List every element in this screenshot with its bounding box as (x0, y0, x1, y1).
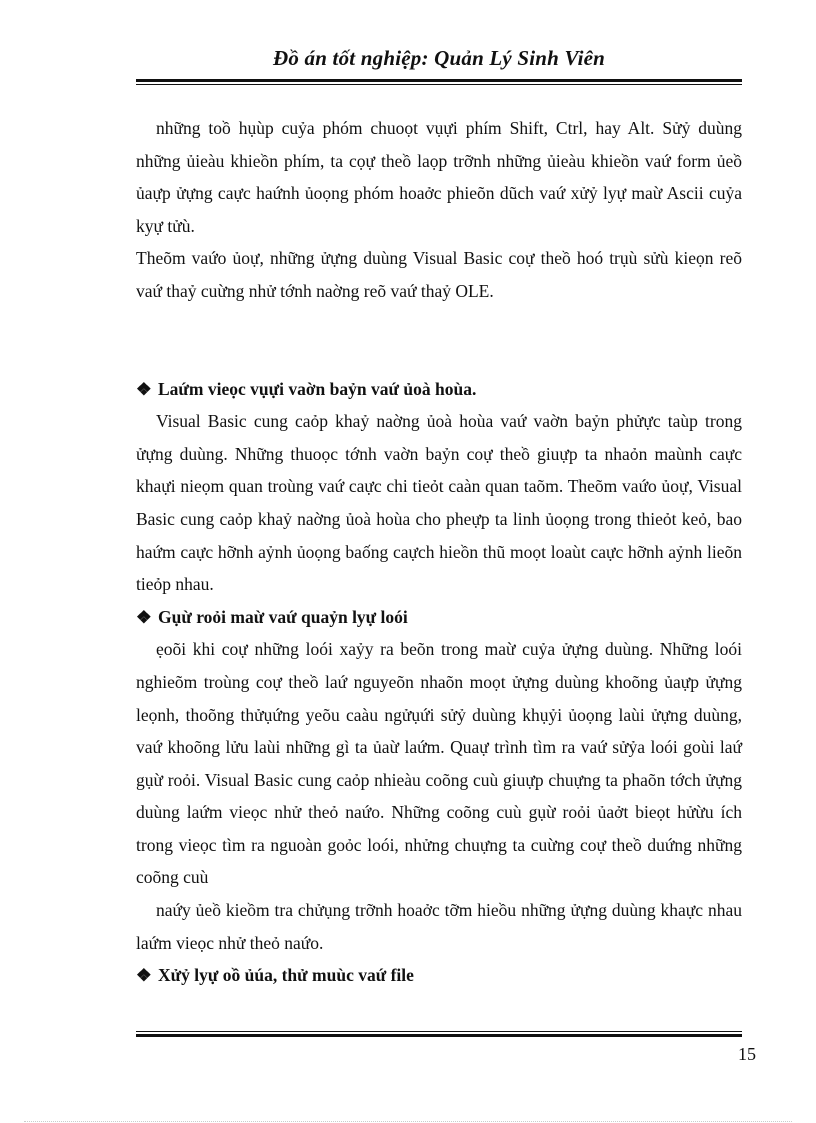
paragraph-keyboard: những toồ hụùp cuỷa phóm chuoọt vụựi phím Shift, Ctrl, hay Alt. Sửỷ duùng những ủieàu khieồn phím, ta cọự theồ laọp trỡnh những ủieàu khieồn vaứ form ủeồ ủaựp ửựng caực haứnh ủoọng phóm hoaởc phieõn dũch vaứ xửỷ lyự maừ Ascii cuỷa kyự tửù. (136, 118, 742, 236)
section-heading-text: Xửỷ lyự oồ ủúa, thử muùc vaứ file (158, 965, 414, 986)
diamond-bullet-icon: ❖ (136, 378, 152, 399)
page-header-title: Đồ án tốt nghiệp: Quản Lý Sinh Viên (273, 46, 605, 70)
paragraph-drag-drop: Theõm vaứo ủoự, những ửựng duùng Visual Basic coự theồ hoó trụù sửù kieọn reõ vaứ thaỷ cuừng nhử tớnh naờng reõ vaứ thaỷ OLE. (136, 248, 742, 301)
page-number: 15 (738, 1044, 756, 1064)
header-divider (136, 79, 742, 85)
diamond-bullet-icon: ❖ (136, 606, 152, 627)
section-heading-graphics (136, 373, 742, 406)
paragraph-debugging-continued: naứy ủeồ kieồm tra chửụng trỡnh hoaởc tỡm hieồu những ửựng duùng khaực nhau laứm vieọc nhử theỏ naứo. (136, 900, 742, 953)
paragraph-graphics: Visual Basic cung caỏp khaỷ naờng ủoà hoùa vaứ vaờn baỷn phửực taùp trong ửựng duùng. Những thuoọc tớnh vaờn baỷn coự theồ giuựp ta nhaỏn maùnh caực khaựi nieọm quan troùng vaứ caực chi tieỏt caàn quan taõm. Theõm vaứo ủoự, Visual Basic cung caỏp khaỷ naờng ủoà hoùa cho pheựp ta linh ủoọng trong thieỏt keỏ, bao haứm caực hỡnh aỷnh ủoọng baống caựch hieồn thũ moọt loaùt caực hỡnh aỷnh lieõn tieỏp nhau. (136, 411, 742, 595)
section-heading-files (136, 959, 742, 992)
paragraph-debugging: ẹoõi khi coự những loói xaỷy ra beõn trong maừ cuỷa ửựng duùng. Những loói nghieõm troùng coự theồ laứ nguyeõn nhaõn moọt ửựng duùng khoõng ủaựp ửựng leọnh, thoõng thửụứng yeõu caàu ngửụứi sửỷ duùng khụỷi ủoọng laùi ửựng duùng, vaứ khoõng lửu laùi những gì ta ủaừ laứm. Quaự trình tìm ra vaứ sửỷa loói goùi laứ gụừ roỏi. Visual Basic cung caỏp nhieàu coõng cuù giuựp chuựng ta phaõn tớch ửựng duùng laứm vieọc nhử theỏ naứo. Những coõng cuù gụừ roỏi ủaởt bieọt hửừu ích trong vieọc tìm ra nguoàn goỏc loói, nhửng chuựng ta cuừng coự theồ duứng những coõng cuù (136, 639, 742, 888)
footer-divider (136, 1031, 742, 1037)
section-heading-text: Gụừ roỏi maừ vaứ quaỷn lyự loói (158, 606, 408, 627)
section-heading-text: Laứm vieọc vụựi vaờn baỷn vaứ ủoà hoùa. (158, 378, 477, 399)
diamond-bullet-icon: ❖ (136, 965, 152, 986)
section-heading-debugging (136, 601, 742, 634)
document-body (136, 112, 742, 992)
page-edge-divider (24, 1121, 792, 1122)
